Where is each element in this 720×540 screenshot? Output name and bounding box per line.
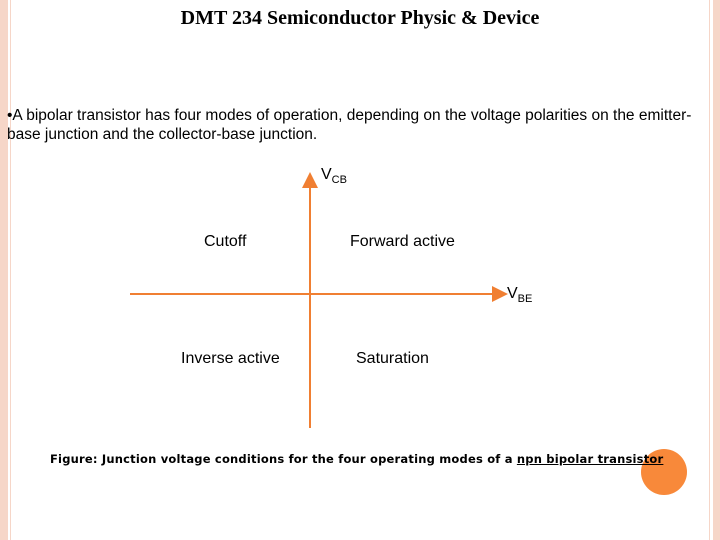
vbe-axis-label-sub: BE [517,293,533,305]
quadrant-forward-active: Forward active [350,233,455,250]
left-decor-line [10,0,11,540]
quadrant-inverse-active: Inverse active [181,350,280,367]
vcb-axis-label [321,166,347,186]
vbe-axis-label [507,285,532,305]
quadrant-cutoff: Cutoff [204,233,247,250]
quadrant-saturation: Saturation [356,350,429,367]
bullet-text: •A bipolar transistor has four modes of operation, depending on the voltage polarities on the emitter-base junction and the collector-base junction. [7,107,692,143]
left-decor-rail [0,0,8,540]
slide-title: DMT 234 Semiconductor Physic & Device [180,7,540,29]
npn-bipolar-transistor-link[interactable]: npn bipolar transistor [516,452,664,466]
vcb-axis-label-main: V [321,166,332,183]
vcb-axis-label-sub: CB [331,174,347,186]
right-decor-rail [713,0,720,540]
vbe-axis-label-main: V [507,285,518,302]
figure-caption-text: Figure: Junction voltage conditions for the four operating modes of a [50,452,517,466]
right-decor-line [709,0,710,540]
figure-caption [50,452,690,466]
